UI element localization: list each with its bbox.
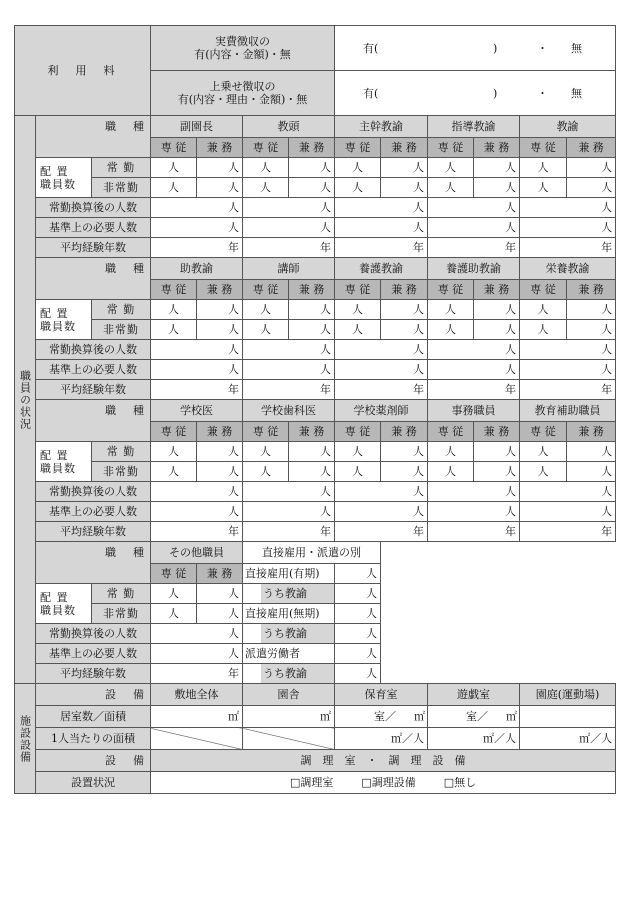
- staff-section-label: 職員の状況: [15, 116, 36, 684]
- full-time-count[interactable]: 人: [151, 300, 197, 320]
- total-value[interactable]: 人: [335, 218, 428, 238]
- concurrent-count[interactable]: 人: [381, 178, 428, 198]
- concurrent-count[interactable]: 人: [381, 442, 428, 462]
- sub-header-senju: 専 従: [520, 280, 567, 300]
- concurrent-count[interactable]: 人: [289, 442, 335, 462]
- job-title: 事務職員: [428, 400, 520, 422]
- concurrent-count[interactable]: 人: [289, 300, 335, 320]
- sub-header-senju: 専 従: [151, 422, 197, 442]
- full-time-count[interactable]: 人: [243, 320, 289, 340]
- room-unit-m2: ㎡: [414, 710, 426, 723]
- per-person-label: 1人当たりの面積: [36, 728, 151, 750]
- blank-area: [381, 604, 567, 624]
- employment-status-label: 非常勤: [92, 604, 151, 624]
- full-time-count[interactable]: 人: [151, 462, 197, 482]
- job-title: 教諭: [520, 116, 616, 138]
- row-label: 常勤換算後の人数: [36, 340, 151, 360]
- row-label: 基準上の必要人数: [36, 218, 151, 238]
- site-area[interactable]: ㎡: [151, 706, 243, 728]
- sub-header-senju: 専 従: [243, 138, 289, 158]
- full-time-count[interactable]: 人: [151, 158, 197, 178]
- per-person-area[interactable]: ㎡／人: [335, 728, 428, 750]
- concurrent-count[interactable]: 人: [289, 320, 335, 340]
- concurrent-count[interactable]: 人: [474, 320, 520, 340]
- job-type-label: 職 種: [36, 116, 151, 158]
- full-time-count[interactable]: 人: [428, 300, 474, 320]
- total-value[interactable]: 年: [243, 238, 335, 258]
- concurrent-count[interactable]: 人: [197, 320, 243, 340]
- total-value[interactable]: 人: [151, 502, 243, 522]
- total-value[interactable]: 人: [243, 482, 335, 502]
- fee-section: [15, 26, 616, 116]
- sub-header-senju: 専 従: [243, 422, 289, 442]
- sub-header-kenmu: 兼 務: [474, 422, 520, 442]
- sub-header-senju: 専 従: [335, 422, 381, 442]
- room-count-area[interactable]: [428, 706, 520, 728]
- actual-fee-nashi: 無: [571, 42, 583, 55]
- total-value[interactable]: 年: [243, 380, 335, 400]
- employment-row-label: うち教諭: [243, 584, 335, 604]
- concurrent-count[interactable]: 人: [567, 462, 616, 482]
- fee-label: 利 用 料: [15, 26, 151, 116]
- full-time-count[interactable]: 人: [151, 320, 197, 340]
- employment-count[interactable]: 人: [335, 564, 381, 584]
- per-person-area[interactable]: ㎡／人: [428, 728, 520, 750]
- full-time-count[interactable]: 人: [520, 178, 567, 198]
- total-value[interactable]: 人: [335, 198, 428, 218]
- concurrent-count[interactable]: 人: [289, 462, 335, 482]
- employment-count[interactable]: 人: [335, 604, 381, 624]
- full-time-count[interactable]: 人: [243, 178, 289, 198]
- job-type-label: 職 種: [36, 400, 151, 442]
- equipment-label: 設 備: [36, 684, 151, 706]
- extra-fee-close: ): [493, 87, 498, 100]
- full-time-count[interactable]: 人: [335, 300, 381, 320]
- row-label: 基準上の必要人数: [36, 644, 151, 664]
- employment-row-label: 直接雇用(無期): [243, 604, 335, 624]
- total-value[interactable]: 人: [151, 482, 243, 502]
- total-value[interactable]: 人: [151, 644, 243, 664]
- room-unit-m2: ㎡: [506, 710, 518, 723]
- facility-col-header: 園舎: [243, 684, 335, 706]
- total-value[interactable]: 年: [520, 380, 616, 400]
- install-status-label: 設置状況: [36, 772, 151, 794]
- blank-area: [381, 584, 567, 604]
- row-label: 平均経験年数: [36, 380, 151, 400]
- facility-col-header: 保育室: [335, 684, 428, 706]
- employment-type-title: 直接雇用・派遣の別: [243, 542, 381, 564]
- job-title: その他職員: [151, 542, 243, 564]
- total-value[interactable]: 年: [151, 380, 243, 400]
- concurrent-count[interactable]: 人: [567, 300, 616, 320]
- facility-section-label: 施設設備: [15, 684, 36, 794]
- yard-area-blank: [520, 706, 616, 728]
- blank-area: [381, 624, 567, 644]
- total-value[interactable]: 人: [243, 502, 335, 522]
- row-label: 常勤換算後の人数: [36, 624, 151, 644]
- full-time-count[interactable]: 人: [335, 158, 381, 178]
- full-time-count[interactable]: 人: [335, 462, 381, 482]
- total-value[interactable]: 人: [520, 218, 616, 238]
- concurrent-count[interactable]: 人: [474, 442, 520, 462]
- sub-header-kenmu: 兼 務: [381, 138, 428, 158]
- assigned-staff-label: 配 置 職員数: [36, 300, 92, 340]
- full-time-count[interactable]: 人: [335, 320, 381, 340]
- full-time-count[interactable]: 人: [428, 178, 474, 198]
- job-type-label: 職 種: [36, 542, 151, 584]
- sub-header-senju: 専 従: [520, 138, 567, 158]
- row-label: 平均経験年数: [36, 664, 151, 684]
- extra-fee-nashi: 無: [571, 87, 583, 100]
- room-area-label: 居室数／面積: [36, 706, 151, 728]
- job-title: 指導教諭: [428, 116, 520, 138]
- facility-col-header: 遊戯室: [428, 684, 520, 706]
- total-value[interactable]: 人: [243, 198, 335, 218]
- full-time-count[interactable]: 人: [428, 320, 474, 340]
- room-slash: 室／: [466, 710, 489, 723]
- total-value[interactable]: 人: [520, 502, 616, 522]
- job-title: 養護助教諭: [428, 258, 520, 280]
- extra-fee-value[interactable]: [335, 71, 616, 116]
- employment-status-label: 常 勤: [92, 300, 151, 320]
- total-value[interactable]: 年: [151, 522, 243, 542]
- sub-header-kenmu: 兼 務: [197, 280, 243, 300]
- concurrent-count[interactable]: 人: [567, 178, 616, 198]
- total-value[interactable]: 人: [335, 340, 428, 360]
- actual-fee-label: 実費徴収の 有(内容・金額)・無: [151, 26, 335, 71]
- concurrent-count[interactable]: 人: [381, 320, 428, 340]
- row-label: 平均経験年数: [36, 238, 151, 258]
- job-type-label: 職 種: [36, 258, 151, 300]
- sub-header-kenmu: 兼 務: [474, 280, 520, 300]
- concurrent-count[interactable]: 人: [474, 300, 520, 320]
- concurrent-count[interactable]: 人: [381, 158, 428, 178]
- extra-fee-label: 上乗せ徴収の 有(内容・理由・金額)・無: [151, 71, 335, 116]
- sub-header-kenmu: 兼 務: [289, 280, 335, 300]
- employment-status-label: 非常勤: [92, 320, 151, 340]
- full-time-count[interactable]: 人: [520, 158, 567, 178]
- full-time-count[interactable]: 人: [151, 442, 197, 462]
- total-value[interactable]: 人: [428, 482, 520, 502]
- facility-report-form: [14, 25, 615, 794]
- full-time-count[interactable]: 人: [520, 442, 567, 462]
- sub-header-senju: 専 従: [151, 564, 197, 584]
- sub-header-senju: 専 従: [243, 280, 289, 300]
- sub-header-kenmu: 兼 務: [567, 280, 616, 300]
- concurrent-count[interactable]: 人: [567, 320, 616, 340]
- employment-count[interactable]: 人: [335, 624, 381, 644]
- total-value[interactable]: 人: [151, 360, 243, 380]
- full-time-count[interactable]: 人: [243, 300, 289, 320]
- diagonal-cell: [151, 728, 243, 750]
- total-value[interactable]: 人: [151, 624, 243, 644]
- full-time-count[interactable]: 人: [335, 442, 381, 462]
- facility-col-header: 園庭(運動場): [520, 684, 616, 706]
- full-time-count[interactable]: 人: [520, 300, 567, 320]
- total-value[interactable]: 年: [335, 380, 428, 400]
- sub-header-kenmu: 兼 務: [197, 422, 243, 442]
- facility-col-header: 敷地全体: [151, 684, 243, 706]
- diagonal-cell: [243, 728, 335, 750]
- concurrent-count[interactable]: 人: [381, 300, 428, 320]
- sub-header-kenmu: 兼 務: [381, 422, 428, 442]
- total-value[interactable]: 年: [335, 238, 428, 258]
- concurrent-count[interactable]: 人: [197, 604, 243, 624]
- total-value[interactable]: 人: [151, 198, 243, 218]
- total-value[interactable]: 人: [428, 340, 520, 360]
- assigned-staff-label: 配 置 職員数: [36, 158, 92, 198]
- sub-header-kenmu: 兼 務: [474, 138, 520, 158]
- employment-row-label: 派遣労働者: [243, 644, 335, 664]
- job-title: 学校医: [151, 400, 243, 422]
- employment-status-label: 常 勤: [92, 158, 151, 178]
- form-table: [14, 25, 616, 794]
- none-checkbox[interactable]: □無し: [443, 776, 477, 789]
- concurrent-count[interactable]: 人: [567, 158, 616, 178]
- total-value[interactable]: 人: [428, 218, 520, 238]
- job-title: 教頭: [243, 116, 335, 138]
- total-value[interactable]: 年: [151, 238, 243, 258]
- blank-area: [381, 542, 567, 584]
- employment-status-label: 常 勤: [92, 442, 151, 462]
- employment-count[interactable]: 人: [335, 644, 381, 664]
- concurrent-count[interactable]: 人: [474, 178, 520, 198]
- job-title: 栄養教諭: [520, 258, 616, 280]
- concurrent-count[interactable]: 人: [474, 158, 520, 178]
- actual-fee-dot: ・: [537, 42, 549, 55]
- total-value[interactable]: 人: [151, 340, 243, 360]
- blank-area: [381, 644, 567, 664]
- assigned-staff-label: 配 置 職員数: [36, 584, 92, 624]
- actual-fee-ari: 有(: [363, 42, 379, 55]
- actual-fee-value[interactable]: [335, 26, 616, 71]
- employment-count[interactable]: 人: [335, 584, 381, 604]
- total-value[interactable]: 人: [243, 340, 335, 360]
- job-title: 助教諭: [151, 258, 243, 280]
- full-time-count[interactable]: 人: [243, 462, 289, 482]
- sub-header-kenmu: 兼 務: [197, 138, 243, 158]
- staff-section: [15, 116, 616, 684]
- concurrent-count[interactable]: 人: [197, 442, 243, 462]
- total-value[interactable]: 人: [151, 218, 243, 238]
- total-value[interactable]: 年: [428, 380, 520, 400]
- concurrent-count[interactable]: 人: [381, 462, 428, 482]
- job-title: 養護教諭: [335, 258, 428, 280]
- total-value[interactable]: 人: [335, 482, 428, 502]
- sub-header-senju: 専 従: [151, 138, 197, 158]
- sub-header-kenmu: 兼 務: [289, 422, 335, 442]
- sub-header-kenmu: 兼 務: [567, 422, 616, 442]
- row-label: 常勤換算後の人数: [36, 198, 151, 218]
- job-title: 教育補助職員: [520, 400, 616, 422]
- extra-fee-dot: ・: [537, 87, 549, 100]
- concurrent-count[interactable]: 人: [474, 462, 520, 482]
- facility-section: [15, 684, 616, 794]
- total-value[interactable]: 人: [335, 360, 428, 380]
- sub-header-senju: 専 従: [428, 280, 474, 300]
- concurrent-count[interactable]: 人: [567, 442, 616, 462]
- total-value[interactable]: 年: [243, 522, 335, 542]
- concurrent-count[interactable]: 人: [197, 300, 243, 320]
- equipment-label: 設 備: [36, 750, 151, 772]
- total-value[interactable]: 人: [520, 340, 616, 360]
- total-value[interactable]: 年: [428, 238, 520, 258]
- full-time-count[interactable]: 人: [335, 178, 381, 198]
- total-value[interactable]: 年: [520, 522, 616, 542]
- full-time-count[interactable]: 人: [151, 178, 197, 198]
- kitchen-equipment-checkbox[interactable]: □調理設備: [361, 776, 416, 789]
- total-value[interactable]: 人: [335, 502, 428, 522]
- sub-header-senju: 専 従: [428, 422, 474, 442]
- total-value[interactable]: 人: [520, 198, 616, 218]
- assigned-staff-label: 配 置 職員数: [36, 442, 92, 482]
- extra-fee-ari: 有(: [363, 87, 379, 100]
- full-time-count[interactable]: 人: [520, 320, 567, 340]
- concurrent-count[interactable]: 人: [197, 158, 243, 178]
- blank-area: [381, 664, 567, 684]
- row-label: 基準上の必要人数: [36, 502, 151, 522]
- concurrent-count[interactable]: 人: [197, 584, 243, 604]
- full-time-count[interactable]: 人: [151, 584, 197, 604]
- total-value[interactable]: 人: [243, 218, 335, 238]
- job-title: 副園長: [151, 116, 243, 138]
- employment-row-label: うち教諭: [243, 624, 335, 644]
- sub-header-kenmu: 兼 務: [289, 138, 335, 158]
- sub-header-senju: 専 従: [428, 138, 474, 158]
- kitchen-checkbox[interactable]: □調理室: [289, 776, 334, 789]
- sub-header-senju: 専 従: [335, 280, 381, 300]
- room-slash: 室／: [374, 710, 397, 723]
- full-time-count[interactable]: 人: [151, 604, 197, 624]
- full-time-count[interactable]: 人: [243, 158, 289, 178]
- sub-header-senju: 専 従: [520, 422, 567, 442]
- full-time-count[interactable]: 人: [428, 442, 474, 462]
- employment-count[interactable]: 人: [335, 664, 381, 684]
- sub-header-kenmu: 兼 務: [381, 280, 428, 300]
- sub-header-kenmu: 兼 務: [567, 138, 616, 158]
- building-area[interactable]: ㎡: [243, 706, 335, 728]
- employment-status-label: 非常勤: [92, 462, 151, 482]
- sub-header-senju: 専 従: [151, 280, 197, 300]
- full-time-count[interactable]: 人: [428, 462, 474, 482]
- kitchen-title: 調 理 室 ・ 調 理 設 備: [151, 750, 616, 772]
- concurrent-count[interactable]: 人: [197, 462, 243, 482]
- employment-row-label: うち教諭: [243, 664, 335, 684]
- total-value[interactable]: 年: [151, 664, 243, 684]
- sub-header-kenmu: 兼 務: [197, 564, 243, 584]
- full-time-count[interactable]: 人: [520, 462, 567, 482]
- total-value[interactable]: 人: [428, 360, 520, 380]
- row-label: 常勤換算後の人数: [36, 482, 151, 502]
- total-value[interactable]: 人: [520, 360, 616, 380]
- employment-status-label: 非常勤: [92, 178, 151, 198]
- full-time-count[interactable]: 人: [428, 158, 474, 178]
- row-label: 基準上の必要人数: [36, 360, 151, 380]
- sub-header-senju: 専 従: [335, 138, 381, 158]
- per-person-area[interactable]: ㎡／人: [520, 728, 616, 750]
- total-value[interactable]: 年: [335, 522, 428, 542]
- row-label: 平均経験年数: [36, 522, 151, 542]
- total-value[interactable]: 人: [520, 482, 616, 502]
- full-time-count[interactable]: 人: [243, 442, 289, 462]
- employment-status-label: 常 勤: [92, 584, 151, 604]
- job-title: 講師: [243, 258, 335, 280]
- job-title: 主幹教諭: [335, 116, 428, 138]
- job-title: 学校歯科医: [243, 400, 335, 422]
- job-title: 学校薬剤師: [335, 400, 428, 422]
- concurrent-count[interactable]: 人: [289, 178, 335, 198]
- room-count-area[interactable]: [335, 706, 428, 728]
- employment-row-label: 直接雇用(有期): [243, 564, 335, 584]
- total-value[interactable]: 人: [243, 360, 335, 380]
- total-value[interactable]: 人: [428, 198, 520, 218]
- install-status-options: [151, 772, 616, 794]
- total-value[interactable]: 年: [520, 238, 616, 258]
- concurrent-count[interactable]: 人: [289, 158, 335, 178]
- actual-fee-close: ): [493, 42, 498, 55]
- concurrent-count[interactable]: 人: [197, 178, 243, 198]
- total-value[interactable]: 年: [428, 522, 520, 542]
- total-value[interactable]: 人: [428, 502, 520, 522]
